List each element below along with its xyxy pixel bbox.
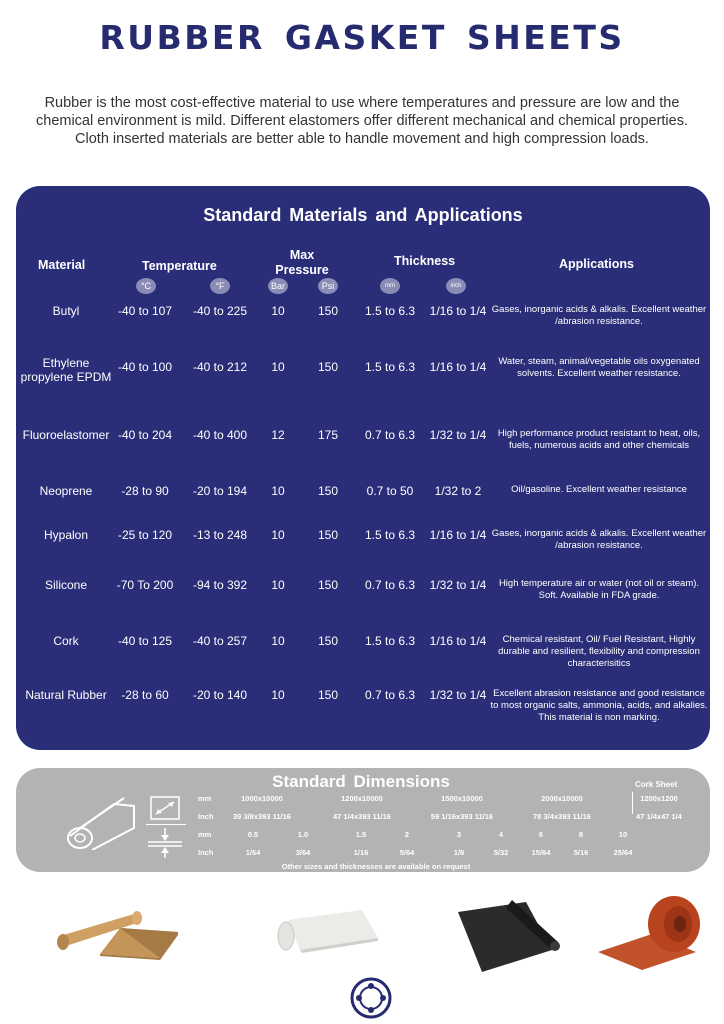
white-rubber-sheet-photo [276, 904, 380, 962]
temp-fahrenheit: -20 to 140 [192, 688, 248, 702]
thick-label-inch: Inch [198, 848, 214, 857]
material-name: Cork [53, 634, 79, 648]
cork-sheet-photo [50, 900, 180, 960]
dims-label-mm: mm [198, 794, 212, 803]
thickness-inch-value: 3/64 [295, 848, 311, 857]
header-max-pressure-line2: Pressure [275, 263, 329, 277]
header-thickness: Thickness [394, 254, 456, 268]
application-text: High performance product resistant to heat, oils, fuels, numerous acids and other chemicals [497, 428, 701, 451]
thickness-mm: 1.5 to 6.3 [364, 528, 416, 542]
red-rubber-sheet-photo [596, 894, 706, 970]
thickness-mm: 1.5 to 6.3 [364, 304, 416, 318]
temp-fahrenheit: -40 to 225 [192, 304, 248, 318]
thickness-inch: 1/16 to 1/4 [429, 528, 487, 542]
thickness-inch-value: 5/16 [573, 848, 589, 857]
thickness-mm: 0.7 to 6.3 [364, 428, 416, 442]
thickness-mm-value: 1.0 [297, 830, 309, 839]
sheet-size-inch: 39 3/8x393 11/16 [233, 812, 291, 821]
pressure-psi: 150 [317, 634, 339, 648]
unit-inch-badge: inch [446, 278, 466, 294]
header-applications: Applications [559, 257, 635, 271]
thickness-mm: 0.7 to 6.3 [364, 688, 416, 702]
thickness-mm: 1.5 to 6.3 [364, 634, 416, 648]
thickness-inch-value: 5/32 [493, 848, 509, 857]
application-text: Gases, inorganic acids & alkalis. Excellent weather /abrasion resistance. [491, 528, 707, 551]
sheet-size-mm: 1500x10000 [441, 794, 483, 803]
thickness-inch-value: 1/16 [353, 848, 369, 857]
thickness-icon [148, 828, 182, 858]
dimensions-note: Other sizes and thicknesses are available on request [281, 862, 471, 871]
pressure-psi: 150 [317, 688, 339, 702]
application-text: Oil/gasoline. Excellent weather resistance [511, 484, 687, 495]
unit-mm-badge: mm [380, 278, 400, 294]
material-name: Ethylene propylene EPDM [20, 356, 112, 384]
temp-fahrenheit: -40 to 257 [192, 634, 248, 648]
company-logo [350, 977, 392, 1019]
application-text: Gases, inorganic acids & alkalis. Excellent weather /abrasion resistance. [491, 304, 707, 327]
thickness-inch-value: 25/64 [613, 848, 633, 857]
temp-celsius: -28 to 60 [121, 688, 169, 702]
pressure-bar: 10 [271, 578, 285, 592]
thickness-inch: 1/16 to 1/4 [429, 304, 487, 318]
cork-sheet-label: Cork Sheet [635, 780, 678, 789]
thickness-inch: 1/16 to 1/4 [429, 634, 487, 648]
sheet-size-icon [150, 796, 180, 820]
material-name: Silicone [44, 578, 88, 592]
thickness-mm-value: 4 [498, 830, 504, 839]
header-temperature: Temperature [142, 259, 217, 273]
pressure-bar: 10 [271, 484, 285, 498]
intro-paragraph: Rubber is the most cost-effective material to use where temperatures and pressure are low and the chemical environment is mild. Different elastomers offer different mechanical and chemical properties. Cloth inserted materials are better able to handle movement and high compression loads. [36, 95, 688, 147]
pressure-psi: 150 [317, 578, 339, 592]
dimensions-title: Standard Dimensions [272, 772, 450, 791]
temp-fahrenheit: -40 to 400 [192, 428, 248, 442]
thick-label-mm: mm [198, 830, 212, 839]
black-rubber-sheet-photo [452, 892, 562, 976]
thickness-mm: 0.7 to 50 [366, 484, 414, 498]
sheet-size-inch: 47 1/4x47 1/4 [636, 812, 682, 821]
pressure-bar: 10 [271, 634, 285, 648]
header-max-pressure-line1: Max [289, 248, 315, 262]
thickness-mm: 0.7 to 6.3 [364, 578, 416, 592]
pressure-bar: 10 [271, 688, 285, 702]
unit-fahrenheit-badge: °F [210, 278, 230, 294]
unit-celsius-badge: °C [136, 278, 156, 294]
temp-fahrenheit: -13 to 248 [192, 528, 248, 542]
temp-fahrenheit: -20 to 194 [192, 484, 248, 498]
pressure-psi: 150 [317, 484, 339, 498]
thickness-inch: 1/32 to 1/4 [429, 578, 487, 592]
thickness-mm-value: 3 [456, 830, 462, 839]
thickness-mm-value: 10 [618, 830, 628, 839]
pressure-bar: 10 [271, 360, 285, 374]
materials-panel [16, 186, 710, 750]
pressure-bar: 10 [271, 528, 285, 542]
materials-panel-title: Standard Materials and Applications [203, 205, 523, 225]
sheet-size-mm: 2000x10000 [541, 794, 583, 803]
application-text: Excellent abrasion resistance and good resistance to most organic salts, ammonia, acids, and alkalies. This material is non marking. [490, 688, 708, 723]
application-text: Water, steam, animal/vegetable oils oxygenated solvents. Excellent weather resistance. [498, 356, 700, 379]
sheet-size-inch: 59 1/16x393 11/16 [430, 812, 494, 821]
thickness-inch: 1/32 to 1/4 [429, 428, 487, 442]
temp-celsius: -28 to 90 [121, 484, 169, 498]
pressure-psi: 175 [317, 428, 339, 442]
sheet-size-mm: 1200x1200 [640, 794, 678, 803]
temp-fahrenheit: -40 to 212 [192, 360, 248, 374]
thickness-inch-value: 5/64 [399, 848, 415, 857]
material-name: Fluoroelastomer [22, 428, 110, 442]
thickness-mm-value: 6 [538, 830, 544, 839]
application-text: Chemical resistant, Oil/ Fuel Resistant, Highly durable and resilient, flexibility and compression characterisitics [498, 634, 700, 669]
sheet-size-inch: 47 1/4x393 11/16 [333, 812, 391, 821]
thickness-inch-value: 15/64 [531, 848, 551, 857]
header-max-pressure [272, 248, 332, 278]
material-name: Neoprene [39, 484, 93, 498]
temp-celsius: -40 to 107 [117, 304, 173, 318]
dimensions-panel [16, 768, 710, 872]
unit-psi-badge: Psi [318, 278, 338, 294]
material-name: Hypalon [43, 528, 89, 542]
dims-label-inch: Inch [198, 812, 214, 821]
thickness-mm: 1.5 to 6.3 [364, 360, 416, 374]
temp-celsius: -25 to 120 [117, 528, 173, 542]
temp-celsius: -70 To 200 [116, 578, 174, 592]
thickness-mm-value: 0.5 [247, 830, 259, 839]
icon-divider [146, 824, 186, 825]
pressure-bar: 10 [271, 304, 285, 318]
sheet-size-mm: 1200x10000 [341, 794, 383, 803]
pressure-psi: 150 [317, 528, 339, 542]
thickness-inch: 1/32 to 1/4 [429, 688, 487, 702]
temp-celsius: -40 to 125 [117, 634, 173, 648]
page-title: RUBBER GASKET SHEETS [99, 18, 625, 57]
material-name: Natural Rubber [25, 688, 107, 702]
rolled-sheet-icon [64, 794, 138, 850]
thickness-mm-value: 8 [578, 830, 584, 839]
application-text: High temperature air or water (not oil or steam). Soft. Available in FDA grade. [498, 578, 700, 601]
unit-bar-badge: Bar [268, 278, 288, 294]
sheet-size-inch: 78 3/4x393 11/16 [533, 812, 591, 821]
thickness-inch-value: 1/64 [245, 848, 261, 857]
material-name: Butyl [52, 304, 80, 318]
pressure-bar: 12 [271, 428, 285, 442]
temp-celsius: -40 to 100 [117, 360, 173, 374]
thickness-inch-value: 1/8 [453, 848, 465, 857]
pressure-psi: 150 [317, 360, 339, 374]
thickness-mm-value: 1.5 [355, 830, 367, 839]
thickness-inch: 1/16 to 1/4 [429, 360, 487, 374]
sheet-size-mm: 1000x10000 [241, 794, 283, 803]
pressure-psi: 150 [317, 304, 339, 318]
temp-fahrenheit: -94 to 392 [192, 578, 248, 592]
temp-celsius: -40 to 204 [117, 428, 173, 442]
header-material: Material [38, 258, 86, 272]
thickness-mm-value: 2 [404, 830, 410, 839]
thickness-inch: 1/32 to 2 [434, 484, 482, 498]
